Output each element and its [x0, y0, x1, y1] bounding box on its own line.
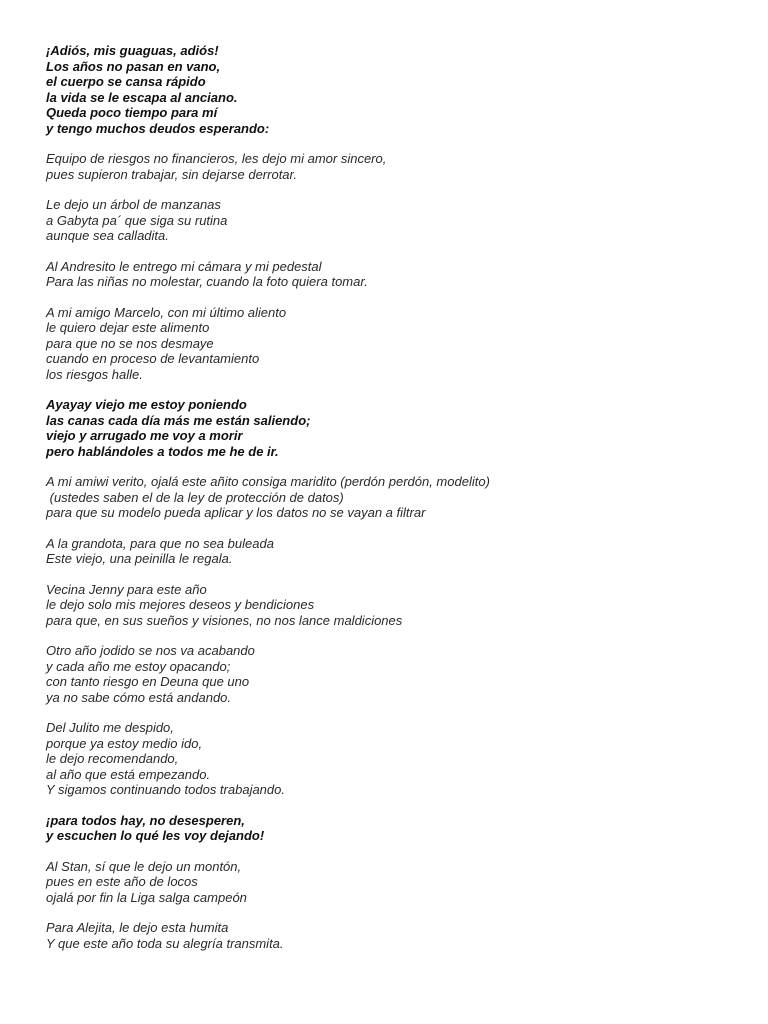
poem-line: a Gabyta pa´ que siga su rutina — [46, 212, 228, 228]
poem-line: Vecina Jenny para este año — [46, 581, 207, 597]
poem-line: Y que este año toda su alegría transmita. — [46, 935, 284, 951]
poem-line: (ustedes saben el de la ley de protección de datos) — [46, 489, 344, 505]
poem-line: porque ya estoy medio ido, — [46, 735, 203, 751]
stanza — [46, 151, 746, 182]
poem-line: Y sigamos continuando todos trabajando. — [46, 782, 285, 797]
poem-line: pero hablándoles a todos me he de ir. — [46, 443, 279, 459]
poem-line: la vida se le escapa al anciano. — [46, 89, 238, 105]
stanza — [46, 643, 746, 705]
poem-line: y escuchen lo qué les voy dejando! — [46, 828, 265, 843]
poem-line: viejo y arrugado me voy a morir — [46, 428, 243, 443]
poem-line: ¡para todos hay, no desesperen, — [46, 812, 245, 828]
poem-line: cuando en proceso de levantamiento — [46, 351, 260, 366]
poem-line: ¡Adiós, mis guaguas, adiós! — [46, 43, 219, 58]
poem-line: Al Andresito le entrego mi cámara y mi pedestal — [46, 258, 322, 274]
stanza — [46, 43, 746, 136]
stanza — [46, 920, 746, 951]
stanza — [46, 582, 746, 629]
poem-line: Para las niñas no molestar, cuando la foto quiera tomar. — [46, 274, 368, 289]
poem-line: Para Alejita, le dejo esta humita — [46, 920, 229, 935]
poem-line: y tengo muchos deudos esperando: — [46, 120, 270, 136]
poem-document — [46, 43, 746, 966]
stanza — [46, 720, 746, 798]
poem-line: aunque sea calladita. — [46, 228, 169, 243]
poem-line: las canas cada día más me están saliendo; — [46, 412, 311, 428]
poem-line: le quiero dejar este alimento — [46, 320, 210, 335]
poem-line: Equipo de riesgos no financieros, les dejo mi amor sincero, — [46, 151, 387, 166]
poem-line: Ayayay viejo me estoy poniendo — [46, 397, 247, 412]
poem-line: pues en este año de locos — [46, 874, 198, 889]
poem-line: Queda poco tiempo para mí — [46, 105, 218, 120]
poem-line: Del Julito me despido, — [46, 720, 174, 735]
poem-line: Los años no pasan en vano, — [46, 58, 221, 74]
stanza — [46, 813, 746, 844]
poem-line: le dejo solo mis mejores deseos y bendiciones — [46, 597, 315, 612]
stanza — [46, 859, 746, 906]
stanza — [46, 474, 746, 521]
poem-line: ya no sabe cómo está andando. — [46, 689, 232, 705]
poem-line: A la grandota, para que no sea buleada — [46, 535, 274, 551]
poem-line: los riesgos halle. — [46, 366, 143, 382]
stanza — [46, 197, 746, 244]
stanza — [46, 397, 746, 459]
poem-line: para que su modelo pueda aplicar y los datos no se vayan a filtrar — [46, 505, 426, 520]
poem-line: Otro año jodido se nos va acabando — [46, 643, 255, 658]
poem-line: con tanto riesgo en Deuna que uno — [46, 674, 250, 689]
poem-line: Al Stan, sí que le dejo un montón, — [46, 858, 242, 874]
poem-line: ojalá por fin la Liga salga campeón — [46, 889, 247, 905]
poem-line: pues supieron trabajar, sin dejarse derrotar. — [46, 166, 297, 182]
poem-line: para que, en sus sueños y visiones, no nos lance maldiciones — [46, 612, 403, 628]
poem-line: A mi amiwi verito, ojalá este añito consiga maridito (perdón perdón, modelito) — [46, 474, 490, 489]
poem-line: Este viejo, una peinilla le regala. — [46, 551, 233, 566]
poem-line: para que no se nos desmaye — [46, 335, 214, 351]
poem-line: y cada año me estoy opacando; — [46, 658, 231, 674]
poem-line: A mi amigo Marcelo, con mi último aliento — [46, 304, 287, 320]
poem-line: al año que está empezando. — [46, 766, 211, 782]
poem-line: Le dejo un árbol de manzanas — [46, 197, 221, 212]
poem-line: el cuerpo se cansa rápido — [46, 74, 206, 89]
poem-line: le dejo recomendando, — [46, 751, 179, 766]
stanza — [46, 536, 746, 567]
stanza — [46, 305, 746, 383]
stanza — [46, 259, 746, 290]
